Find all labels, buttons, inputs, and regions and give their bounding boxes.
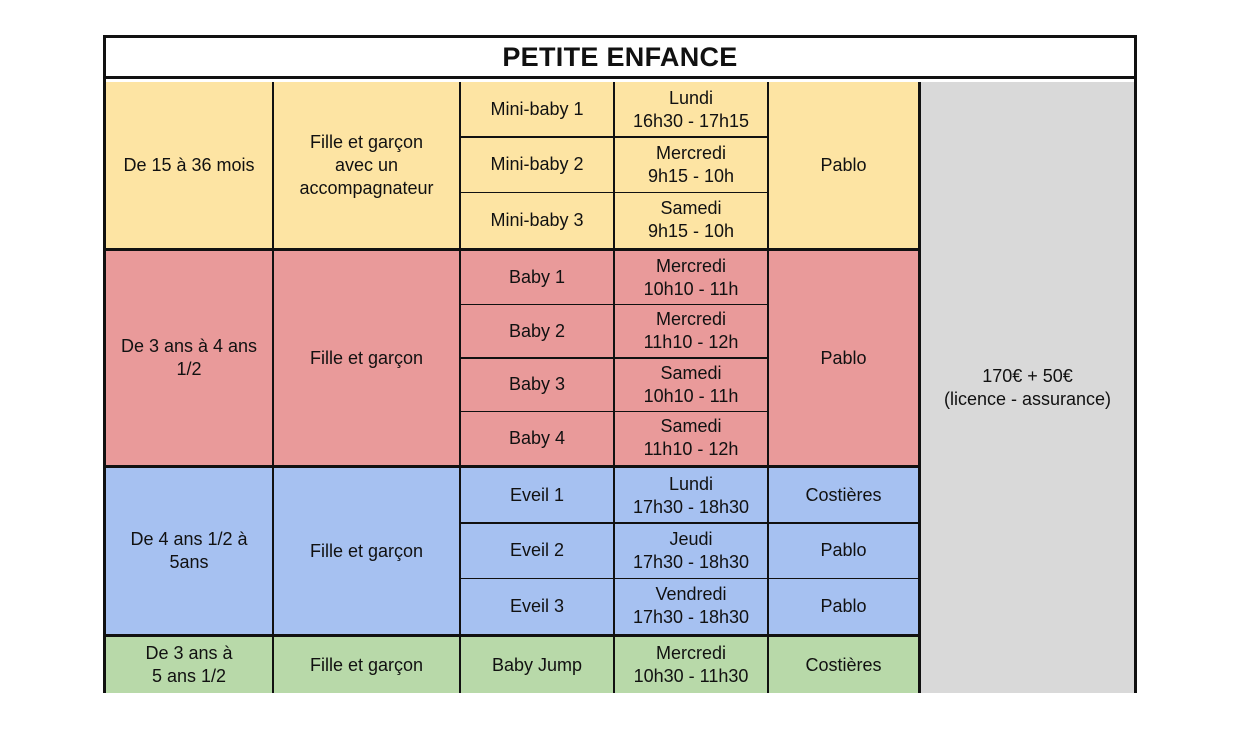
class-name-cell	[461, 305, 613, 359]
class-name-cell-text: Baby 4	[508, 427, 566, 448]
age-cell	[106, 468, 272, 634]
class-time-cell	[615, 637, 767, 693]
place-cell	[769, 523, 918, 578]
class-time-cell	[615, 358, 767, 412]
gender-cell	[274, 251, 459, 465]
gender-cell	[274, 468, 459, 634]
gender-cell-text: Fille et garçon avec un accompagnateur	[299, 131, 434, 198]
class-time: 17h30 - 18h30	[632, 607, 750, 628]
place-cell-text: Pablo	[820, 540, 867, 561]
class-day: Samedi	[660, 198, 722, 219]
class-day: Mercredi	[655, 309, 726, 330]
class-time-cell	[615, 468, 767, 523]
class-time: 10h10 - 11h	[643, 278, 739, 299]
place-cell	[769, 468, 918, 523]
class-name-cell	[461, 358, 613, 412]
class-day: Jeudi	[669, 528, 713, 549]
class-name-cell-text: Baby 2	[508, 320, 566, 341]
class-name-cell-text: Eveil 1	[509, 485, 565, 506]
class-name-cell-text: Eveil 2	[509, 540, 565, 561]
class-time-cell	[615, 579, 767, 634]
class-time-cell	[615, 523, 767, 578]
class-day: Vendredi	[655, 584, 727, 605]
class-name-cell	[461, 193, 613, 248]
gender-cell-text: Fille et garçon	[309, 654, 424, 675]
price-text: 170€ + 50€ (licence - assurance)	[943, 365, 1112, 409]
class-time: 9h15 - 10h	[647, 165, 735, 186]
place-cell-text: Costières	[805, 654, 882, 675]
place-cell-text: Costières	[805, 485, 882, 506]
class-name-cell-text: Mini-baby 2	[490, 154, 584, 175]
class-name-cell-text: Baby 1	[508, 267, 566, 288]
class-time: 17h30 - 18h30	[632, 496, 750, 517]
column-divider	[459, 82, 461, 693]
class-time-cell	[615, 82, 767, 137]
class-time-cell	[615, 305, 767, 359]
class-name-cell	[461, 579, 613, 634]
class-day: Mercredi	[655, 142, 726, 163]
class-day: Samedi	[660, 362, 722, 383]
place-cell	[769, 251, 918, 465]
place-cell-text: Pablo	[820, 347, 867, 368]
gender-cell	[274, 637, 459, 693]
gender-cell	[274, 82, 459, 248]
gender-cell-text: Fille et garçon	[309, 540, 424, 561]
age-cell-text: De 15 à 36 mois	[123, 154, 255, 175]
place-cell	[769, 637, 918, 693]
schedule-table	[103, 35, 1137, 693]
class-name-cell	[461, 523, 613, 578]
age-cell-text: De 3 ans à 5 ans 1/2	[145, 643, 233, 686]
age-cell-text: De 3 ans à 4 ans 1/2	[120, 336, 258, 379]
class-time-cell	[615, 137, 767, 192]
class-name-cell	[461, 82, 613, 137]
class-day: Mercredi	[655, 643, 726, 663]
class-name-cell-text: Mini-baby 3	[490, 209, 584, 230]
class-name-cell	[461, 251, 613, 305]
price-cell	[921, 82, 1134, 693]
column-divider	[767, 82, 769, 693]
class-time-cell	[615, 412, 767, 466]
age-cell	[106, 82, 272, 248]
gender-cell-text: Fille et garçon	[309, 347, 424, 368]
class-day: Lundi	[668, 473, 714, 494]
class-day: Mercredi	[655, 255, 726, 276]
class-day: Samedi	[660, 416, 722, 437]
column-divider	[613, 82, 615, 693]
class-name-cell	[461, 637, 613, 693]
class-name-cell-text: Mini-baby 1	[490, 99, 584, 120]
column-divider	[272, 82, 274, 693]
class-name-cell-text: Eveil 3	[509, 595, 565, 616]
class-time-cell	[615, 251, 767, 305]
table-title: PETITE ENFANCE	[106, 38, 1134, 79]
place-cell	[769, 579, 918, 634]
class-name-cell	[461, 412, 613, 466]
class-name-cell	[461, 468, 613, 523]
age-cell	[106, 251, 272, 465]
class-day: Lundi	[668, 87, 714, 108]
class-time: 9h15 - 10h	[647, 221, 735, 242]
class-time: 11h10 - 12h	[643, 332, 739, 353]
place-cell-text: Pablo	[820, 595, 867, 616]
age-cell-text: De 4 ans 1/2 à 5ans	[130, 529, 248, 572]
class-time: 17h30 - 18h30	[632, 551, 750, 572]
class-time-cell	[615, 193, 767, 248]
age-cell	[106, 637, 272, 693]
place-cell-text: Pablo	[820, 154, 867, 175]
row-divider	[769, 578, 918, 580]
class-name-cell-text: Baby Jump	[491, 654, 583, 675]
class-time: 10h30 - 11h30	[633, 666, 749, 686]
place-cell	[769, 82, 918, 248]
row-divider	[769, 522, 918, 524]
class-name-cell	[461, 137, 613, 192]
class-name-cell-text: Baby 3	[508, 374, 566, 395]
class-time: 16h30 - 17h15	[632, 110, 750, 131]
class-time: 10h10 - 11h	[643, 385, 739, 406]
class-time: 11h10 - 12h	[643, 439, 739, 460]
